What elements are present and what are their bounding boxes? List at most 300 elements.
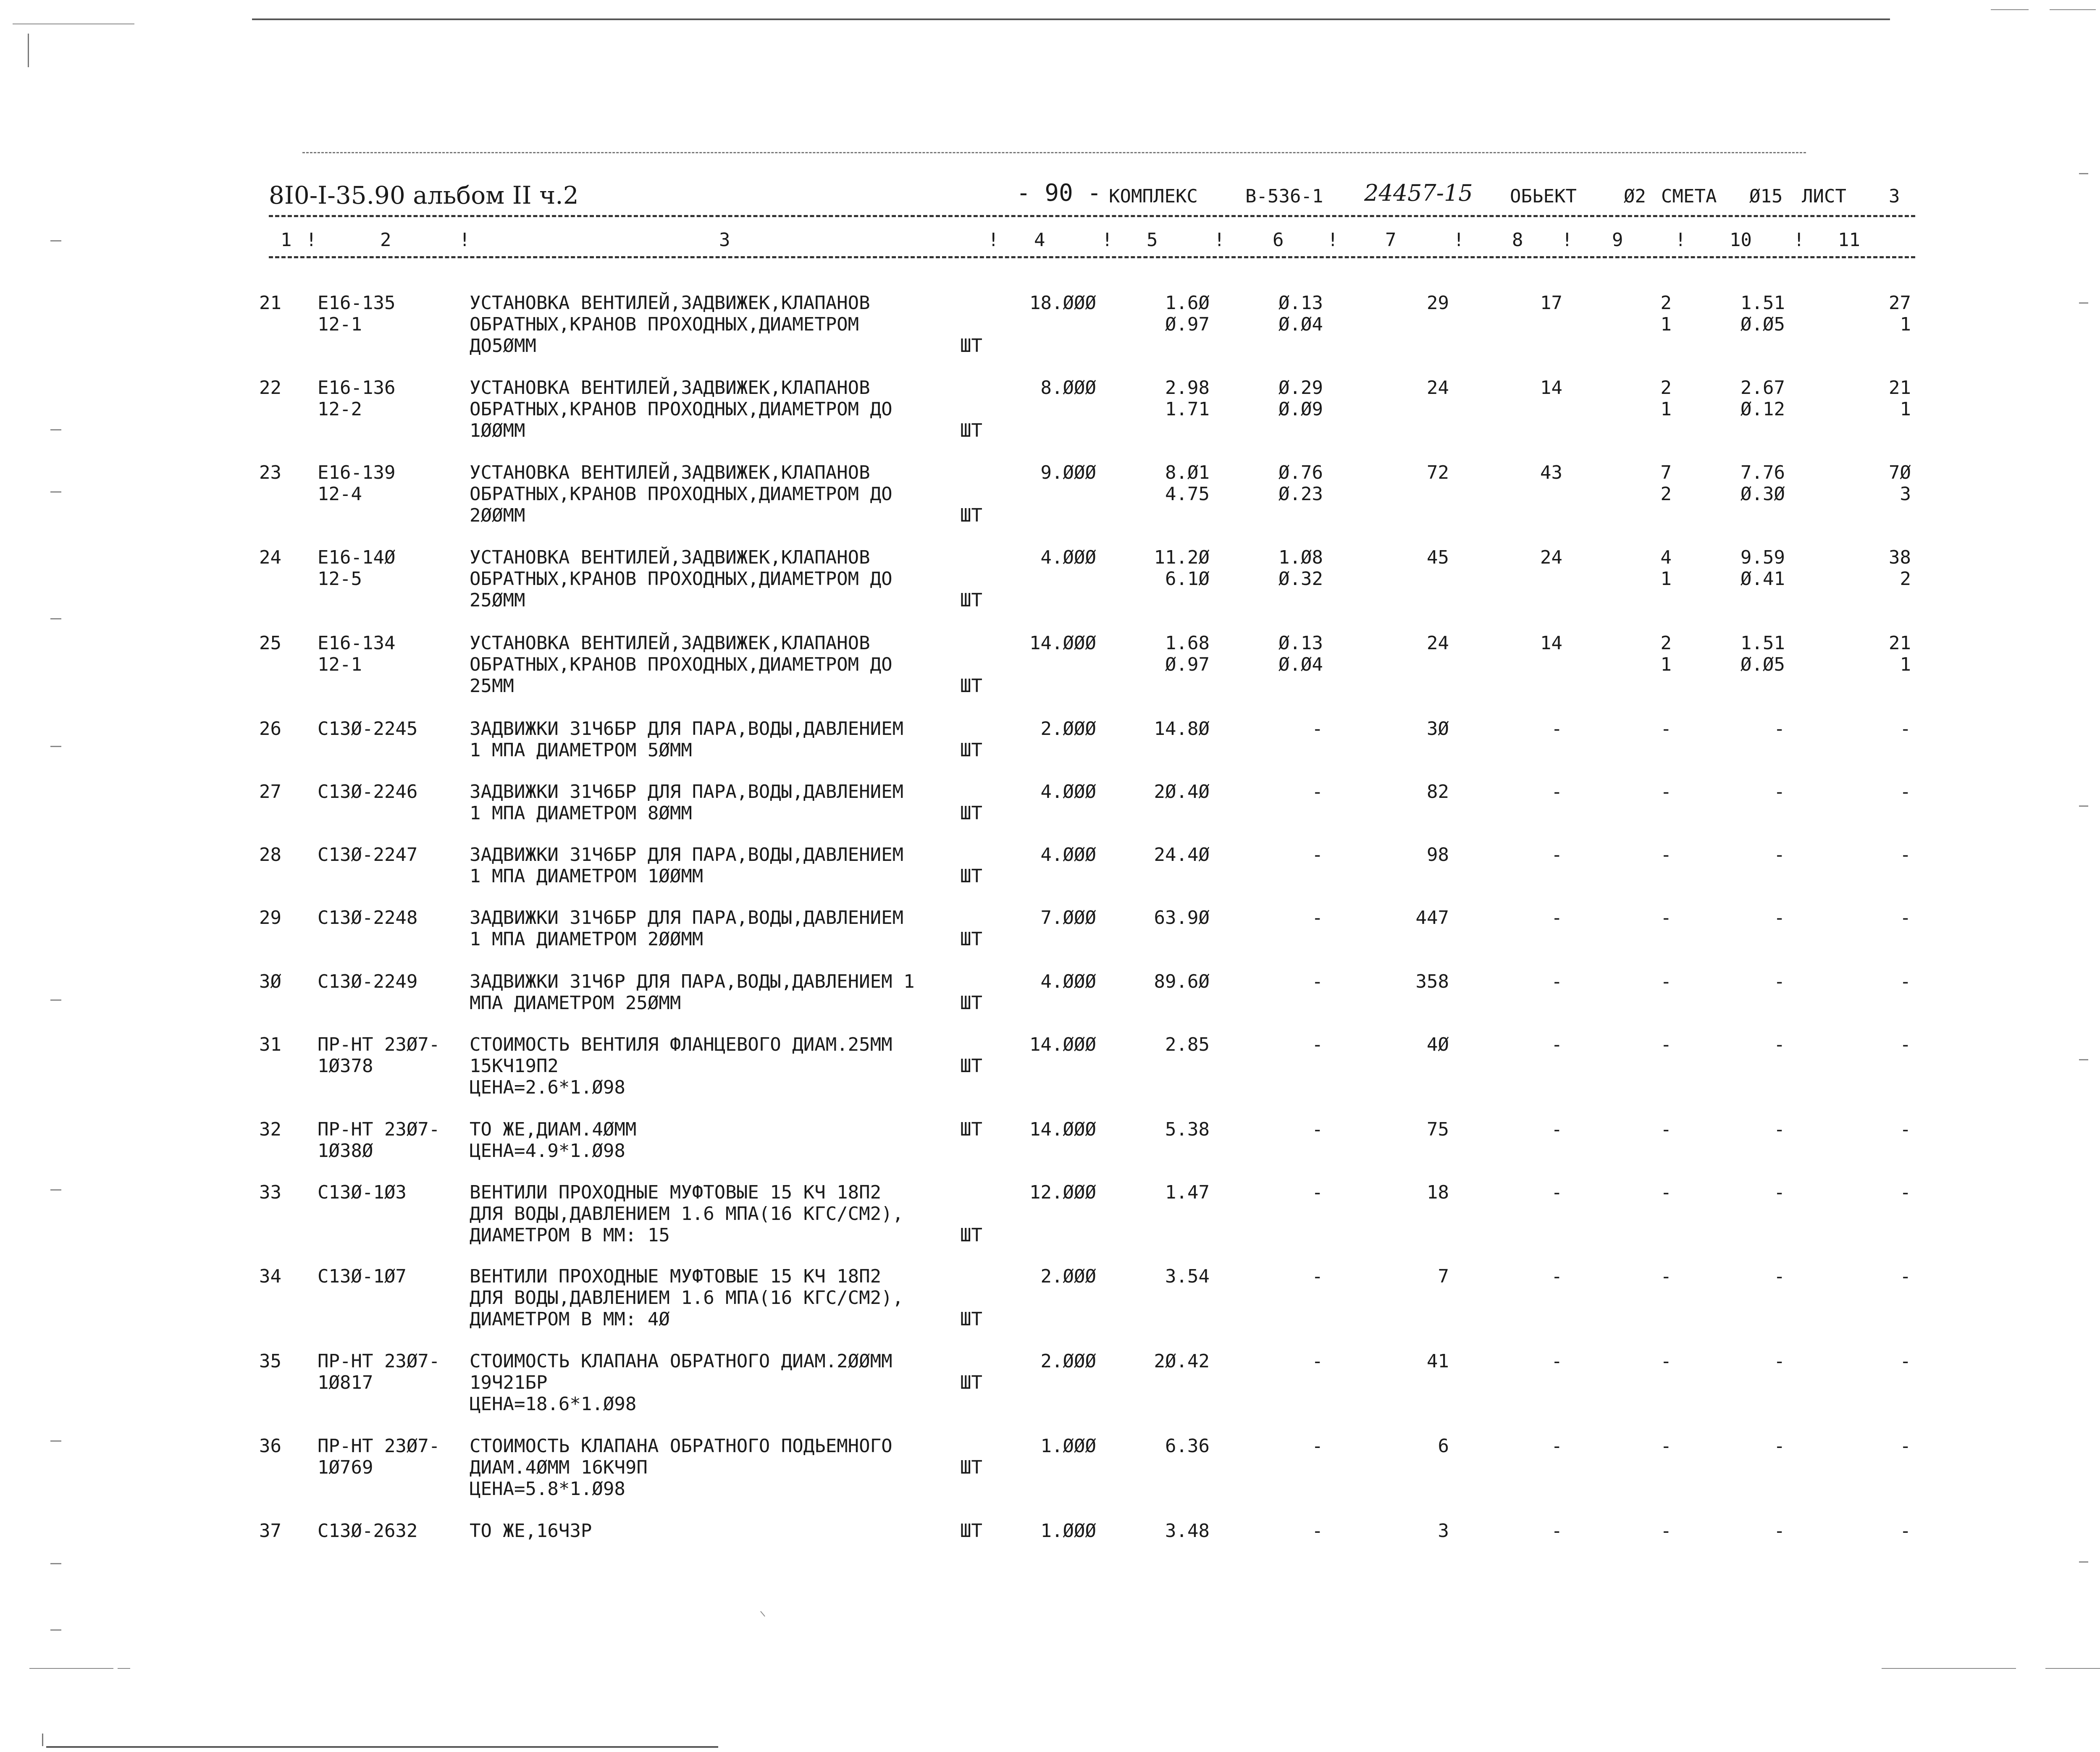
row-col8: - bbox=[1551, 718, 1562, 740]
row-quantity: 1.ØØØ bbox=[1040, 1520, 1096, 1542]
row-code: С13Ø-2247 bbox=[318, 844, 418, 866]
row-col6: - bbox=[1312, 1435, 1323, 1457]
row-code: С13Ø-1Ø3 bbox=[318, 1182, 407, 1203]
row-col7: 447 bbox=[1415, 907, 1449, 928]
row-description: СТОИМОСТЬ КЛАПАНА ОБРАТНОГО ДИАМ.2ØØММ bbox=[470, 1351, 892, 1372]
scan-bottom-edge-line bbox=[46, 1746, 718, 1748]
row-code: С13Ø-2245 bbox=[318, 718, 418, 740]
row-col8: - bbox=[1551, 907, 1562, 928]
row-col6: Ø.Ø9 bbox=[1278, 399, 1323, 420]
row-col10: - bbox=[1774, 1520, 1785, 1542]
scan-top-right-line bbox=[1991, 9, 2029, 10]
row-col9: - bbox=[1660, 971, 1672, 992]
row-description: ТО ЖЕ,16Ч3Р bbox=[470, 1520, 592, 1542]
row-col5: 8.Ø1 bbox=[1165, 462, 1210, 483]
row-col5: Ø.97 bbox=[1165, 654, 1210, 675]
row-description: ОБРАТНЫХ,КРАНОВ ПРОХОДНЫХ,ДИАМЕТРОМ ДО bbox=[470, 568, 892, 590]
row-col5: 1.47 bbox=[1165, 1182, 1210, 1203]
row-number: 37 bbox=[259, 1520, 281, 1542]
row-col11: - bbox=[1900, 907, 1911, 928]
row-col5: 3.54 bbox=[1165, 1266, 1210, 1287]
row-col7: 358 bbox=[1415, 971, 1449, 992]
row-number: 34 bbox=[259, 1266, 281, 1287]
row-description: ТО ЖЕ,ДИАМ.4ØММ bbox=[470, 1119, 637, 1140]
row-description: ЗАДВИЖКИ 31Ч6БР ДЛЯ ПАРА,ВОДЫ,ДАВЛЕНИЕМ bbox=[470, 907, 904, 928]
row-col5: 14.8Ø bbox=[1154, 718, 1210, 740]
row-col8: 14 bbox=[1540, 377, 1562, 399]
column-separator: ! bbox=[1214, 229, 1225, 251]
row-col5: 4.75 bbox=[1165, 483, 1210, 505]
row-col9: - bbox=[1660, 1266, 1672, 1287]
row-col8: 17 bbox=[1540, 292, 1562, 314]
row-quantity: 2.ØØØ bbox=[1040, 1266, 1096, 1287]
row-code: 1Ø378 bbox=[318, 1055, 373, 1077]
row-col9: - bbox=[1660, 1182, 1672, 1203]
row-col10: - bbox=[1774, 718, 1785, 740]
row-col11: - bbox=[1900, 781, 1911, 803]
row-number: 26 bbox=[259, 718, 281, 740]
row-col11: - bbox=[1900, 1034, 1911, 1055]
row-description: ВЕНТИЛИ ПРОХОДНЫЕ МУФТОВЫЕ 15 КЧ 18П2 bbox=[470, 1182, 882, 1203]
row-quantity: 4.ØØØ bbox=[1040, 781, 1096, 803]
row-description: 25ØММ bbox=[470, 590, 525, 611]
row-col5: 5.38 bbox=[1165, 1119, 1210, 1140]
left-margin-tick bbox=[50, 618, 61, 619]
row-col11: - bbox=[1900, 1119, 1911, 1140]
row-description: ДИАМ.4ØММ 16КЧ9П bbox=[470, 1457, 648, 1478]
row-description: СТОИМОСТЬ КЛАПАНА ОБРАТНОГО ПОДЬЕМНОГО bbox=[470, 1435, 892, 1457]
column-separator: ! bbox=[1675, 229, 1686, 251]
row-description: ДО5ØММ bbox=[470, 335, 536, 357]
row-col10: Ø.3Ø bbox=[1740, 483, 1785, 505]
row-number: 29 bbox=[259, 907, 281, 928]
column-number: 3 bbox=[719, 229, 730, 251]
column-number: 6 bbox=[1273, 229, 1284, 251]
right-margin-tick bbox=[2079, 1561, 2088, 1563]
row-description: ДЛЯ ВОДЫ,ДАВЛЕНИЕМ 1.6 МПА(16 КГС/СМ2), bbox=[470, 1203, 904, 1225]
row-unit: ШТ bbox=[960, 420, 982, 441]
row-number: 25 bbox=[259, 632, 281, 654]
row-quantity: 14.ØØØ bbox=[1029, 632, 1096, 654]
row-col11: - bbox=[1900, 971, 1911, 992]
row-col6: Ø.13 bbox=[1278, 292, 1323, 314]
row-col6: Ø.Ø4 bbox=[1278, 314, 1323, 335]
row-col6: Ø.13 bbox=[1278, 632, 1323, 654]
row-col7: 45 bbox=[1427, 547, 1449, 568]
row-code: 12-4 bbox=[318, 483, 362, 505]
column-number: 11 bbox=[1838, 229, 1860, 251]
row-col6: - bbox=[1312, 1182, 1323, 1203]
row-col8: - bbox=[1551, 1266, 1562, 1287]
row-description: ЦЕНА=2.6*1.Ø98 bbox=[470, 1077, 625, 1098]
row-description: ЗАДВИЖКИ 31Ч6БР ДЛЯ ПАРА,ВОДЫ,ДАВЛЕНИЕМ bbox=[470, 718, 904, 740]
row-quantity: 9.ØØØ bbox=[1040, 462, 1096, 483]
object-number: Ø2 bbox=[1624, 186, 1646, 207]
row-col8: - bbox=[1551, 1119, 1562, 1140]
row-col8: - bbox=[1551, 1435, 1562, 1457]
row-col10: - bbox=[1774, 1119, 1785, 1140]
row-code: ПР-НТ 23Ø7- bbox=[318, 1351, 440, 1372]
row-col10: 1.51 bbox=[1740, 632, 1785, 654]
row-unit: ШТ bbox=[960, 866, 982, 887]
row-description: УСТАНОВКА ВЕНТИЛЕЙ,ЗАДВИЖЕК,КЛАПАНОВ bbox=[470, 547, 870, 568]
row-code: 12-1 bbox=[318, 314, 362, 335]
row-col10: 9.59 bbox=[1740, 547, 1785, 568]
row-col5: 89.6Ø bbox=[1154, 971, 1210, 992]
left-margin-tick bbox=[50, 999, 61, 1001]
left-margin-tick bbox=[50, 1440, 61, 1442]
sheet-label: ЛИСТ bbox=[1802, 186, 1846, 207]
row-col10: - bbox=[1774, 1351, 1785, 1372]
row-col11: - bbox=[1900, 718, 1911, 740]
row-col10: - bbox=[1774, 907, 1785, 928]
row-number: 36 bbox=[259, 1435, 281, 1457]
row-col7: 3Ø bbox=[1427, 718, 1449, 740]
row-col5: 2.85 bbox=[1165, 1034, 1210, 1055]
row-col9: 1 bbox=[1660, 568, 1672, 590]
row-unit: ШТ bbox=[960, 1372, 982, 1393]
row-col7: 29 bbox=[1427, 292, 1449, 314]
row-col11: - bbox=[1900, 1520, 1911, 1542]
row-col11: - bbox=[1900, 1182, 1911, 1203]
row-col11: 21 bbox=[1889, 377, 1911, 399]
row-col6: - bbox=[1312, 781, 1323, 803]
row-quantity: 12.ØØØ bbox=[1029, 1182, 1096, 1203]
row-unit: ШТ bbox=[960, 1119, 982, 1140]
row-col6: Ø.76 bbox=[1278, 462, 1323, 483]
row-description: ЗАДВИЖКИ 31Ч6БР ДЛЯ ПАРА,ВОДЫ,ДАВЛЕНИЕМ bbox=[470, 781, 904, 803]
row-code: 12-5 bbox=[318, 568, 362, 590]
row-code: Е16-14Ø bbox=[318, 547, 396, 568]
row-col10: Ø.41 bbox=[1740, 568, 1785, 590]
right-margin-tick bbox=[2079, 805, 2088, 807]
row-number: 32 bbox=[259, 1119, 281, 1140]
row-col10: Ø.12 bbox=[1740, 399, 1785, 420]
row-quantity: 8.ØØØ bbox=[1040, 377, 1096, 399]
row-col9: 4 bbox=[1660, 547, 1672, 568]
row-code: С13Ø-1Ø7 bbox=[318, 1266, 407, 1287]
row-quantity: 7.ØØØ bbox=[1040, 907, 1096, 928]
row-description: УСТАНОВКА ВЕНТИЛЕЙ,ЗАДВИЖЕК,КЛАПАНОВ bbox=[470, 462, 870, 483]
row-description: ЗАДВИЖКИ 31Ч6БР ДЛЯ ПАРА,ВОДЫ,ДАВЛЕНИЕМ bbox=[470, 844, 904, 866]
row-description: ОБРАТНЫХ,КРАНОВ ПРОХОДНЫХ,ДИАМЕТРОМ ДО bbox=[470, 483, 892, 505]
row-col10: Ø.Ø5 bbox=[1740, 314, 1785, 335]
row-col9: 7 bbox=[1660, 462, 1672, 483]
column-separator: ! bbox=[459, 229, 470, 251]
row-description: ДИАМЕТРОМ В ММ: 4Ø bbox=[470, 1309, 670, 1330]
column-separator: ! bbox=[1102, 229, 1113, 251]
row-col11: - bbox=[1900, 844, 1911, 866]
row-description: 1ØØММ bbox=[470, 420, 525, 441]
row-col8: - bbox=[1551, 971, 1562, 992]
row-unit: ШТ bbox=[960, 1520, 982, 1542]
column-separator: ! bbox=[1562, 229, 1573, 251]
document-id: 8I0-I-35.90 альбом II ч.2 bbox=[269, 181, 579, 210]
row-col7: 24 bbox=[1427, 377, 1449, 399]
row-number: 31 bbox=[259, 1034, 281, 1055]
row-number: 35 bbox=[259, 1351, 281, 1372]
left-margin-tick bbox=[50, 746, 61, 747]
row-col5: 63.9Ø bbox=[1154, 907, 1210, 928]
estimate-label: СМЕТА bbox=[1661, 186, 1717, 207]
row-col9: - bbox=[1660, 844, 1672, 866]
column-number: 7 bbox=[1385, 229, 1396, 251]
row-code: Е16-134 bbox=[318, 632, 396, 654]
row-number: 21 bbox=[259, 292, 281, 314]
row-col7: 3 bbox=[1438, 1520, 1449, 1542]
row-col9: - bbox=[1660, 781, 1672, 803]
scan-upper-dashed-line bbox=[302, 152, 1806, 153]
row-col11: - bbox=[1900, 1266, 1911, 1287]
row-col8: - bbox=[1551, 1351, 1562, 1372]
scan-top-line bbox=[252, 18, 1890, 20]
row-unit: ШТ bbox=[960, 1309, 982, 1330]
row-description: ОБРАТНЫХ,КРАНОВ ПРОХОДНЫХ,ДИАМЕТРОМ ДО bbox=[470, 399, 892, 420]
row-col7: 72 bbox=[1427, 462, 1449, 483]
row-col10: - bbox=[1774, 1034, 1785, 1055]
row-description: УСТАНОВКА ВЕНТИЛЕЙ,ЗАДВИЖЕК,КЛАПАНОВ bbox=[470, 377, 870, 399]
row-code: С13Ø-2632 bbox=[318, 1520, 418, 1542]
row-col6: - bbox=[1312, 718, 1323, 740]
row-unit: ШТ bbox=[960, 335, 982, 357]
sheet-number: 3 bbox=[1889, 186, 1900, 207]
row-code: ПР-НТ 23Ø7- bbox=[318, 1435, 440, 1457]
row-col5: 2.98 bbox=[1165, 377, 1210, 399]
row-quantity: 4.ØØØ bbox=[1040, 844, 1096, 866]
row-description: 1 МПА ДИАМЕТРОМ 1ØØММ bbox=[470, 866, 704, 887]
column-separator: ! bbox=[988, 229, 999, 251]
row-description: УСТАНОВКА ВЕНТИЛЕЙ,ЗАДВИЖЕК,КЛАПАНОВ bbox=[470, 632, 870, 654]
row-col10: - bbox=[1774, 1182, 1785, 1203]
row-quantity: 2.ØØØ bbox=[1040, 1351, 1096, 1372]
row-col9: - bbox=[1660, 1435, 1672, 1457]
row-col7: 7 bbox=[1438, 1266, 1449, 1287]
row-col10: - bbox=[1774, 1435, 1785, 1457]
scan-bottom-line bbox=[1882, 1668, 2016, 1669]
row-col6: Ø.32 bbox=[1278, 568, 1323, 590]
row-description: СТОИМОСТЬ ВЕНТИЛЯ ФЛАНЦЕВОГО ДИАМ.25ММ bbox=[470, 1034, 892, 1055]
row-col8: 24 bbox=[1540, 547, 1562, 568]
row-quantity: 1.ØØØ bbox=[1040, 1435, 1096, 1457]
row-col5: 24.4Ø bbox=[1154, 844, 1210, 866]
row-description: ЦЕНА=4.9*1.Ø98 bbox=[470, 1140, 625, 1162]
row-code: 12-1 bbox=[318, 654, 362, 675]
row-description: 1 МПА ДИАМЕТРОМ 5ØММ bbox=[470, 740, 692, 761]
row-col10: 2.67 bbox=[1740, 377, 1785, 399]
row-col6: 1.Ø8 bbox=[1278, 547, 1323, 568]
row-col5: 6.1Ø bbox=[1165, 568, 1210, 590]
row-col11: 1 bbox=[1900, 654, 1911, 675]
row-col9: 2 bbox=[1660, 632, 1672, 654]
row-quantity: 14.ØØØ bbox=[1029, 1119, 1096, 1140]
row-number: 33 bbox=[259, 1182, 281, 1203]
row-col11: 7Ø bbox=[1889, 462, 1911, 483]
row-col9: - bbox=[1660, 1351, 1672, 1372]
column-separator: ! bbox=[1327, 229, 1339, 251]
left-margin-tick bbox=[50, 1629, 61, 1631]
row-col6: - bbox=[1312, 1119, 1323, 1140]
left-margin-tick bbox=[50, 1563, 61, 1564]
row-col7: 18 bbox=[1427, 1182, 1449, 1203]
row-col11: 1 bbox=[1900, 314, 1911, 335]
row-col8: - bbox=[1551, 1034, 1562, 1055]
row-col5: 11.2Ø bbox=[1154, 547, 1210, 568]
row-col5: 1.71 bbox=[1165, 399, 1210, 420]
row-description: 1 МПА ДИАМЕТРОМ 8ØММ bbox=[470, 803, 692, 824]
row-col8: - bbox=[1551, 781, 1562, 803]
row-col10: Ø.Ø5 bbox=[1740, 654, 1785, 675]
column-separator: ! bbox=[1793, 229, 1805, 251]
column-separator: ! bbox=[306, 229, 317, 251]
right-margin-tick bbox=[2079, 302, 2088, 304]
row-col6: Ø.23 bbox=[1278, 483, 1323, 505]
row-description: 2ØØММ bbox=[470, 505, 525, 526]
row-col7: 4Ø bbox=[1427, 1034, 1449, 1055]
row-quantity: 14.ØØØ bbox=[1029, 1034, 1096, 1055]
column-number: 8 bbox=[1512, 229, 1523, 251]
row-col11: 1 bbox=[1900, 399, 1911, 420]
row-number: 27 bbox=[259, 781, 281, 803]
page-number: - 90 - bbox=[1016, 179, 1102, 207]
row-col9: 2 bbox=[1660, 292, 1672, 314]
row-code: Е16-136 bbox=[318, 377, 396, 399]
row-description: ЦЕНА=5.8*1.Ø98 bbox=[470, 1478, 625, 1500]
row-description: ЦЕНА=18.6*1.Ø98 bbox=[470, 1393, 637, 1415]
row-description: 15КЧ19П2 bbox=[470, 1055, 559, 1077]
row-col9: - bbox=[1660, 1119, 1672, 1140]
row-unit: ШТ bbox=[960, 1225, 982, 1246]
row-number: 28 bbox=[259, 844, 281, 866]
row-unit: ШТ bbox=[960, 803, 982, 824]
row-number: 22 bbox=[259, 377, 281, 399]
row-col7: 75 bbox=[1427, 1119, 1449, 1140]
row-col9: 1 bbox=[1660, 399, 1672, 420]
row-col6: - bbox=[1312, 1520, 1323, 1542]
row-col10: - bbox=[1774, 971, 1785, 992]
row-col8: - bbox=[1551, 844, 1562, 866]
left-margin-tick bbox=[50, 1189, 61, 1191]
row-col11: 21 bbox=[1889, 632, 1911, 654]
row-col7: 82 bbox=[1427, 781, 1449, 803]
row-unit: ШТ bbox=[960, 505, 982, 526]
row-unit: ШТ bbox=[960, 675, 982, 697]
row-col5: 3.48 bbox=[1165, 1520, 1210, 1542]
row-description: ОБРАТНЫХ,КРАНОВ ПРОХОДНЫХ,ДИАМЕТРОМ bbox=[470, 314, 859, 335]
row-col8: - bbox=[1551, 1182, 1562, 1203]
row-description: ДИАМЕТРОМ В ММ: 15 bbox=[470, 1225, 670, 1246]
header-rule-bottom bbox=[269, 256, 1915, 258]
row-col8: 43 bbox=[1540, 462, 1562, 483]
column-number: 2 bbox=[380, 229, 391, 251]
row-col11: 2 bbox=[1900, 568, 1911, 590]
row-col11: - bbox=[1900, 1435, 1911, 1457]
left-margin-tick bbox=[50, 491, 61, 493]
row-code: С13Ø-2248 bbox=[318, 907, 418, 928]
row-description: 19Ч21БР bbox=[470, 1372, 548, 1393]
left-margin-tick bbox=[50, 429, 61, 430]
row-quantity: 4.ØØØ bbox=[1040, 547, 1096, 568]
scan-left-mark bbox=[28, 34, 29, 67]
row-description: ЗАДВИЖКИ 31Ч6Р ДЛЯ ПАРА,ВОДЫ,ДАВЛЕНИЕМ 1 bbox=[470, 971, 915, 992]
column-number: 5 bbox=[1147, 229, 1158, 251]
scan-bottom-line bbox=[118, 1668, 130, 1669]
right-margin-tick bbox=[2079, 173, 2088, 174]
row-code: ПР-НТ 23Ø7- bbox=[318, 1119, 440, 1140]
row-col10: - bbox=[1774, 781, 1785, 803]
row-description: 25ММ bbox=[470, 675, 514, 697]
row-col6: Ø.29 bbox=[1278, 377, 1323, 399]
row-unit: ШТ bbox=[960, 1055, 982, 1077]
row-description: 1 МПА ДИАМЕТРОМ 2ØØММ bbox=[470, 928, 704, 950]
row-col9: 2 bbox=[1660, 483, 1672, 505]
row-col9: 1 bbox=[1660, 654, 1672, 675]
row-col9: 2 bbox=[1660, 377, 1672, 399]
row-col11: 27 bbox=[1889, 292, 1911, 314]
column-number: 9 bbox=[1612, 229, 1623, 251]
handwritten-code: 24457-15 bbox=[1364, 180, 1473, 206]
row-unit: ШТ bbox=[960, 928, 982, 950]
scan-bottom-line bbox=[2045, 1668, 2100, 1669]
row-col5: Ø.97 bbox=[1165, 314, 1210, 335]
left-margin-tick bbox=[50, 240, 61, 241]
row-description: МПА ДИАМЕТРОМ 25ØММ bbox=[470, 992, 681, 1014]
row-code: 1Ø817 bbox=[318, 1372, 373, 1393]
row-col6: - bbox=[1312, 907, 1323, 928]
row-col5: 1.6Ø bbox=[1165, 292, 1210, 314]
row-col9: 1 bbox=[1660, 314, 1672, 335]
row-col5: 6.36 bbox=[1165, 1435, 1210, 1457]
scan-bottom-left-mark bbox=[42, 1734, 43, 1746]
scan-bottom-line bbox=[29, 1668, 113, 1669]
row-col8: 14 bbox=[1540, 632, 1562, 654]
row-col5: 2Ø.4Ø bbox=[1154, 781, 1210, 803]
row-unit: ШТ bbox=[960, 1457, 982, 1478]
row-number: 24 bbox=[259, 547, 281, 568]
row-description: УСТАНОВКА ВЕНТИЛЕЙ,ЗАДВИЖЕК,КЛАПАНОВ bbox=[470, 292, 870, 314]
row-col10: 1.51 bbox=[1740, 292, 1785, 314]
row-quantity: 4.ØØØ bbox=[1040, 971, 1096, 992]
row-code: Е16-135 bbox=[318, 292, 396, 314]
row-description: ВЕНТИЛИ ПРОХОДНЫЕ МУФТОВЫЕ 15 КЧ 18П2 bbox=[470, 1266, 882, 1287]
estimate-number: Ø15 bbox=[1749, 186, 1783, 207]
row-col9: - bbox=[1660, 907, 1672, 928]
column-number: 10 bbox=[1730, 229, 1752, 251]
row-col6: - bbox=[1312, 1266, 1323, 1287]
row-number: 23 bbox=[259, 462, 281, 483]
row-col7: 98 bbox=[1427, 844, 1449, 866]
object-label: ОБЬЕКТ bbox=[1510, 186, 1577, 207]
row-col9: - bbox=[1660, 1520, 1672, 1542]
row-col6: - bbox=[1312, 1034, 1323, 1055]
row-col10: - bbox=[1774, 1266, 1785, 1287]
complex-code: В-536-1 bbox=[1245, 186, 1323, 207]
row-description: ДЛЯ ВОДЫ,ДАВЛЕНИЕМ 1.6 МПА(16 КГС/СМ2), bbox=[470, 1287, 904, 1309]
row-code: 1Ø769 bbox=[318, 1457, 373, 1478]
row-quantity: 2.ØØØ bbox=[1040, 718, 1096, 740]
row-col6: - bbox=[1312, 844, 1323, 866]
row-col7: 6 bbox=[1438, 1435, 1449, 1457]
row-col6: Ø.Ø4 bbox=[1278, 654, 1323, 675]
row-col5: 2Ø.42 bbox=[1154, 1351, 1210, 1372]
row-description: ОБРАТНЫХ,КРАНОВ ПРОХОДНЫХ,ДИАМЕТРОМ ДО bbox=[470, 654, 892, 675]
column-number: 1 bbox=[281, 229, 292, 251]
row-col10: - bbox=[1774, 844, 1785, 866]
scan-stray-mark bbox=[760, 1611, 765, 1617]
row-col5: 1.68 bbox=[1165, 632, 1210, 654]
row-col8: - bbox=[1551, 1520, 1562, 1542]
row-code: 1Ø38Ø bbox=[318, 1140, 373, 1162]
row-unit: ШТ bbox=[960, 740, 982, 761]
